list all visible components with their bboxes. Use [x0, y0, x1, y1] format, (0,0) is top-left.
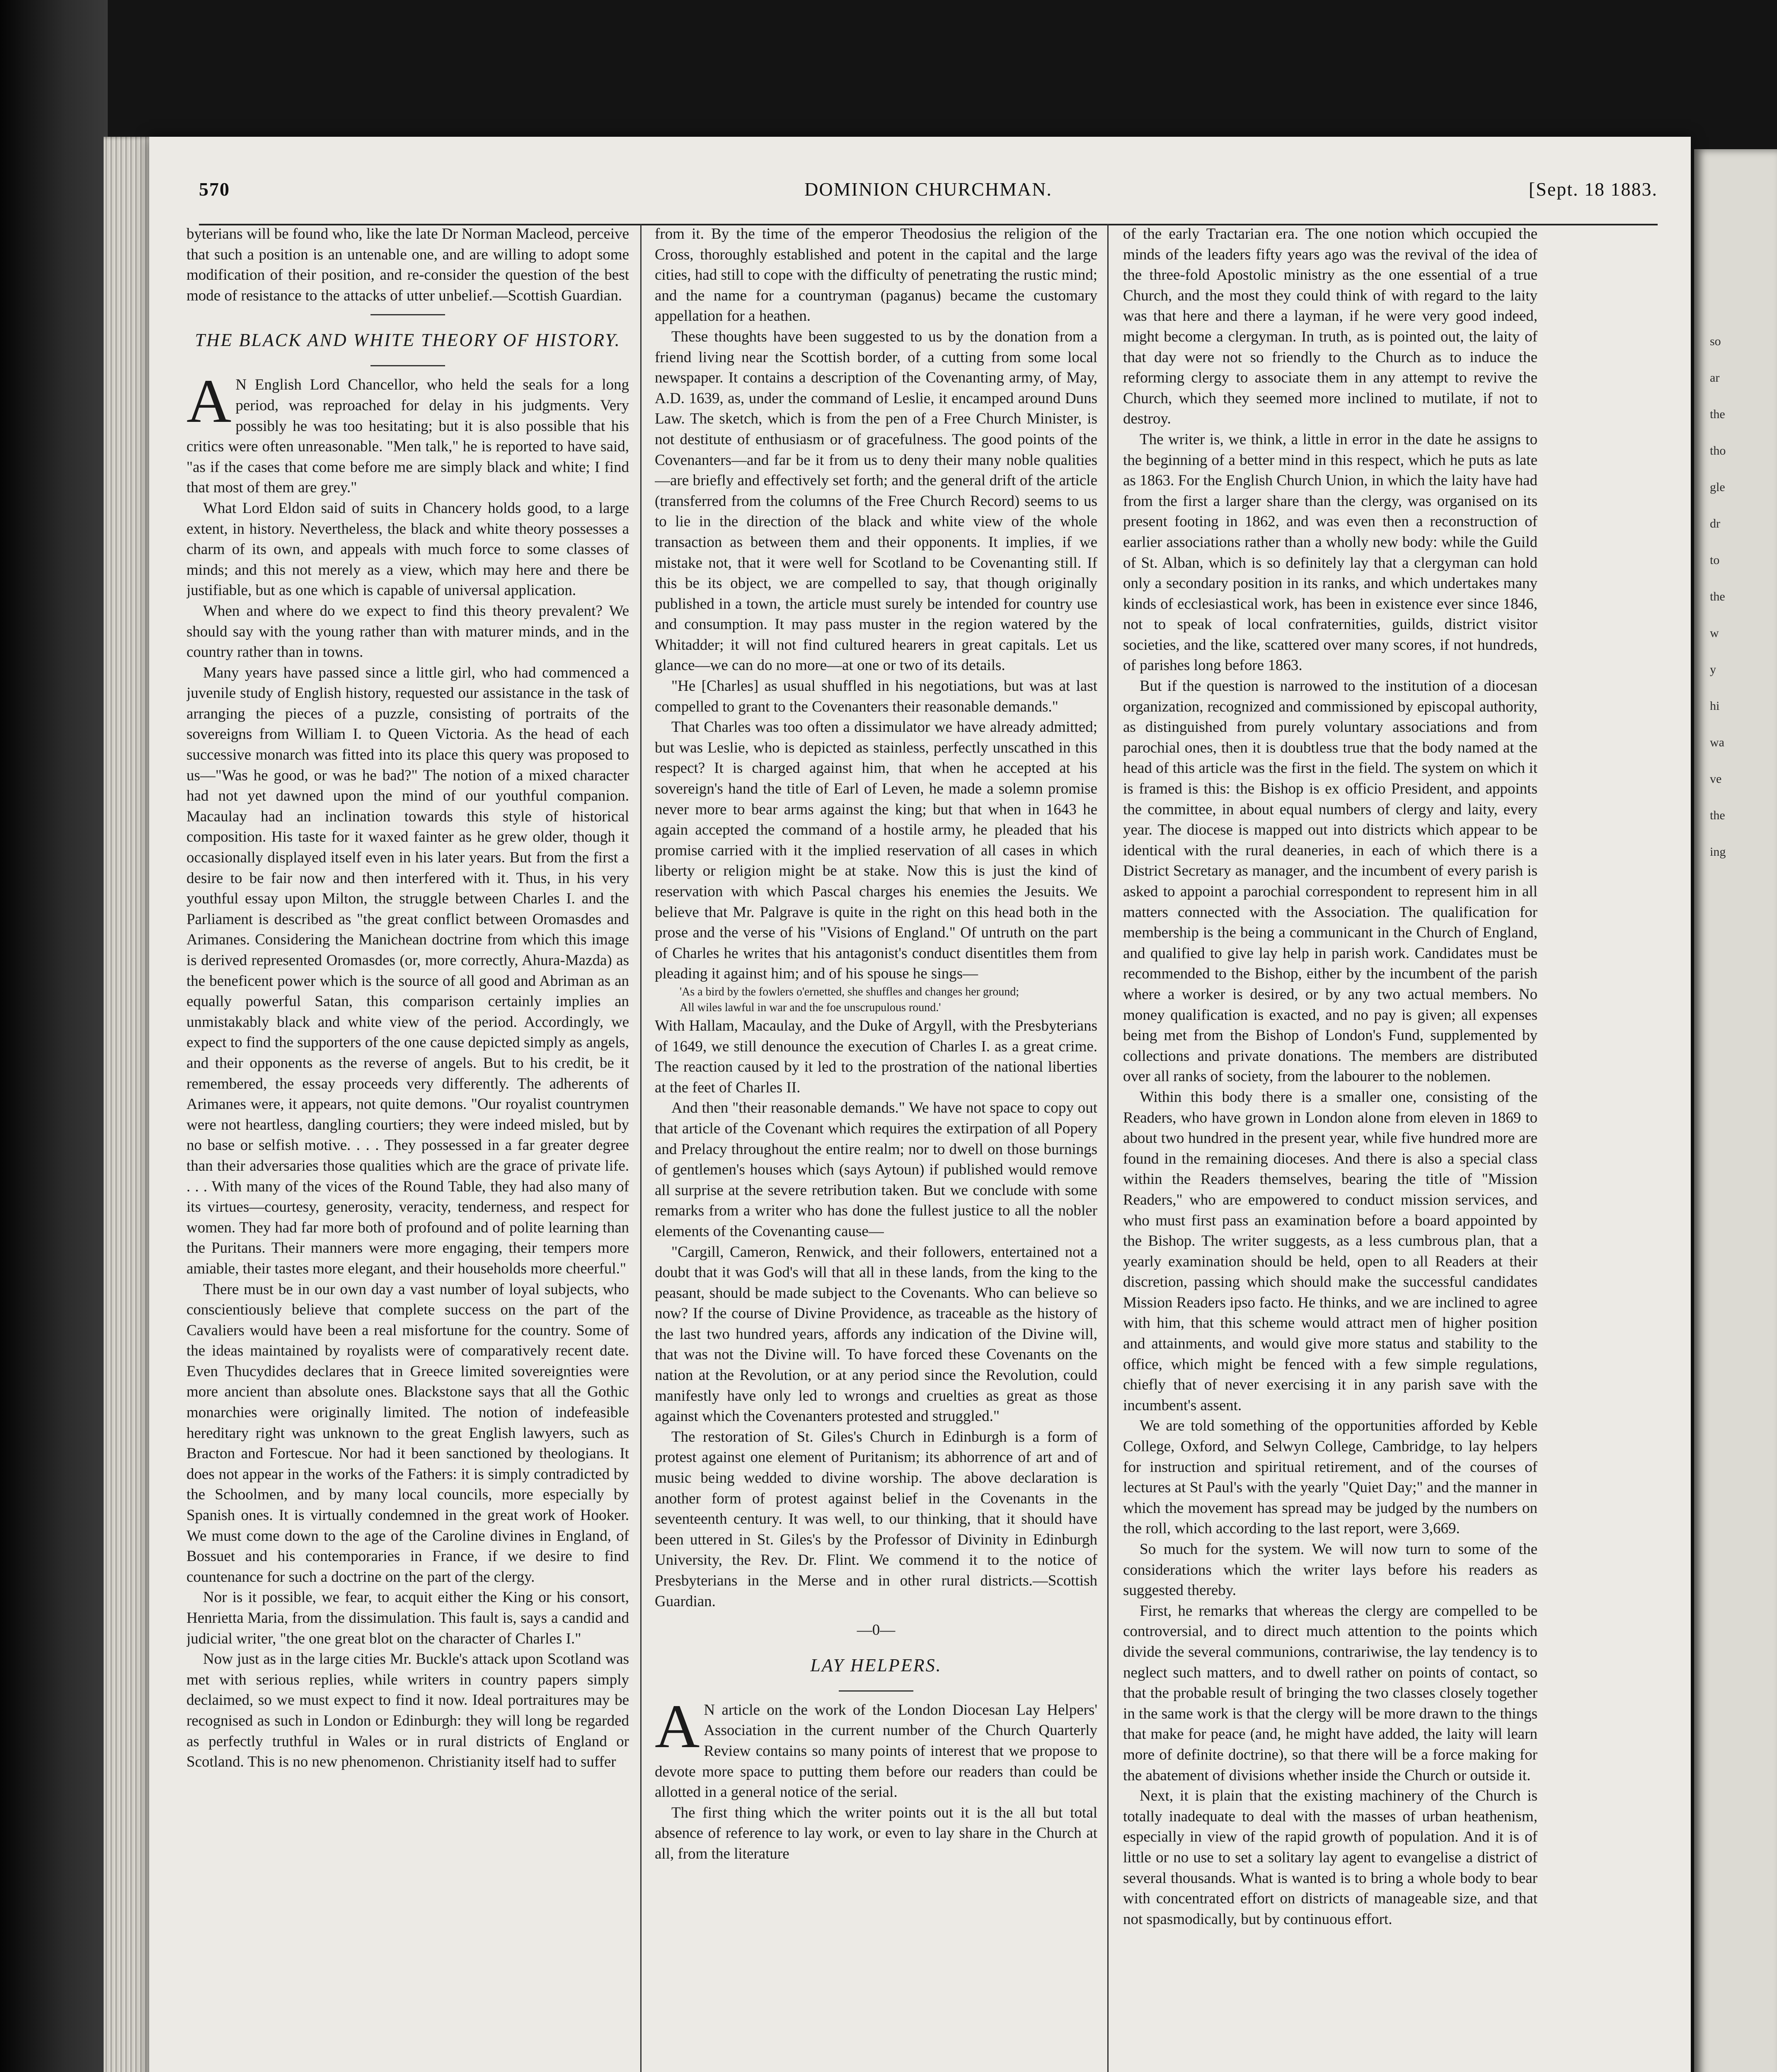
section-separator: —0—: [857, 1622, 896, 1639]
paragraph: With Hallam, Macaulay, and the Duke of Argyll, with the Presbyterians of 1649, we still denounce the execution of Charles I. as a great crime. The reaction caused by it led to the prostration of the national liberties at the feet of Charles II.: [655, 1017, 1097, 1096]
quotation: "He [Charles] as usual shuffled in his negotiations, but was at last compelled to grant to the Covenanters their reasonable demands.": [655, 678, 1097, 715]
column-1: [186, 224, 629, 2072]
running-head: [199, 178, 1658, 211]
quotation: "Cargill, Cameron, Renwick, and their followers, entertained not a doubt that it was God's will that all in these lands, from the king to the peasant, should be made subject to the Covenants. Who can believe so now? If the course of Divine Providence, as traceable as the history of the last two hundred years, affords any indication of the Divine will, that was not the Divine will. To have forced these Covenants on the nation at the Revolution, or at any period since the Revolution, could manifestly have only led to wrongs and cruelties as great as those against which the Covenanters protested and struggled.": [655, 1243, 1097, 1425]
paragraph: Nor is it possible, we fear, to acquit either the King or his consort, Henrietta Maria, from the dissimulation. This fault is, says a candid and judicial writer, "the one great blot on the character of Charles I.": [186, 1589, 629, 1647]
paragraph: The restoration of St. Giles's Church in Edinburgh is a form of protest against one element of Puritanism; its abhorrence of art and of music being wedded to divine worship. The above declaration is another form of protest against belief in the Covenants in the seventeenth century. It was well, to our thinking, that it should have been uttered in St. Giles's by the Professor of Divinity in Edinburgh University, the Rev. Dr. Flint. We commend it to the notice of Presbyterians in the Merse and in other rural districts.—Scottish Guardian.: [655, 1428, 1097, 1610]
edge-fragment: ing: [1710, 845, 1726, 859]
page-stack-edge: [104, 137, 153, 2072]
edge-fragment: the: [1710, 590, 1725, 603]
edge-fragment: hi: [1710, 699, 1720, 713]
edge-fragment: so: [1710, 334, 1721, 348]
issue-date: [Sept. 18 1883.: [1528, 179, 1658, 200]
paragraph: What Lord Eldon said of suits in Chancery holds good, to a large extent, in history. Nevertheless, the black and white theory possesses a charm of its own, and appeals with much force to some classes of minds; and this not merely as a view, which may here and there be justifiable, but as one which is capable of universal application.: [186, 499, 629, 599]
paragraph: A N English Lord Chancellor, who held the seals for a long period, was reproached for delay in his judgments. Very possibly he was too hesitating; but it is also possible that his critics were often unreasonable. "Men talk," he is reported to have said, "as if the cases that come before me are simply black and white; I find that most of them are grey.": [186, 367, 629, 496]
edge-fragment: to: [1710, 553, 1720, 567]
paragraph: When and where do we expect to find this theory prevalent? We should say with the young rather than with maturer minds, and in the country rather than in towns.: [186, 602, 629, 661]
edge-fragment: wa: [1710, 736, 1724, 749]
paragraph: That Charles was too often a dissimulator we have already admitted; but was Leslie, who is depicted as stainless, perfectly unscathed in this respect? It is charged against him, that when he accepted at his sovereign's hand the title of Earl of Leven, he made a solemn promise never more to bear arms against the king; but that when in 1643 he again accepted the command of a hostile army, he pleaded that his promise carried with it the implied reservation of all cases in which liberty or religion might be at stake. Now this is just the kind of reservation with which Pascal charges his enemies the Jesuits. We believe that Mr. Palgrave is quite in the right on this head both in the prose and the verse of his "Visions of England." Of untruth on the part of Charles he writes that his antagonist's conduct disentitles them from pleading it against him; and of his spouse he sings—: [655, 719, 1097, 983]
edge-fragment: dr: [1710, 517, 1720, 530]
paragraph: So much for the system. We will now turn to some of the considerations which the writer lays before his readers as suggested thereby.: [1123, 1541, 1537, 1599]
edge-fragment: the: [1710, 808, 1725, 822]
column-3: [1123, 224, 1537, 2072]
column-2: [655, 224, 1097, 2072]
article-title-lay-helpers: LAY HELPERS.: [810, 1655, 942, 1675]
verse-line: All wiles lawful in war and the foe unscrupulous round.': [680, 1001, 941, 1014]
edge-fragment: w: [1710, 626, 1719, 640]
article-title-black-white: THE BLACK AND WHITE THEORY OF HISTORY.: [195, 330, 621, 351]
article-continuation: byterians will be found who, like the late Dr Norman Macleod, perceive that such a position is an untenable one, and are willing to adopt some modification of their position, and re-consider the question of the best mode of resistance to the attacks of utter unbelief.—Scottish Guardian.: [186, 225, 629, 304]
page-number: 570: [199, 179, 230, 200]
publication-title: DOMINION CHURCHMAN.: [804, 179, 1052, 200]
paragraph: Many years have passed since a little girl, who had commenced a juvenile study of English history, requested our assistance in the task of arranging the pieces of a puzzle, consisting of portraits of the sovereigns from William I. to Queen Victoria. As the head of each successive monarch was fitted into its place this query was proposed to us—"Was he good, or was he bad?" The notion of a mixed character had not yet dawned upon the mind of our youthful companion. Macaulay had an inclination towards this style of historical composition. His taste for it waxed fainter as he grew older, though it occasionally displayed itself even in his later years. But from the first a desire to be fair now and then interfered with it. Thus, in his very youthful essay upon Milton, the struggle between Charles I. and the Parliament is described as "the great conflict between Oromasdes and Arimanes. Considering the Manichean doctrine from which this image is derived represented Oromasdes (or, more correctly, Ahura-Mazda) as the beneficent power which is the source of all good and Abriman as an equally powerful Satan, this comparison certainly implies an unmistakably black and white view of the period. Accordingly, we expect to find the supporters of the one cause depicted simply as angels, and their opponents as the reverse of angels. But to his credit, be it remembered, the essay proceeds very differently. The adherents of Arimanes were, it appears, not quite demons. "Our royalist countrymen were not heartless, dangling courtiers; they were indeed misled, but by no base or selfish motive. . . . They possessed in a far greater degree than their adversaries those qualities which are the grace of private life. . . . With many of the vices of the Round Table, they had also many of its virtues—courtesy, generosity, veracity, tenderness, and respect for women. They had far more both of profound and of polite learning than the Puritans. Their manners were more engaging, their tempers more amiable, their tastes more elegant, and their households more cheerful.": [186, 664, 629, 1277]
paragraph: Next, it is plain that the existing machinery of the Church is totally inadequate to deal with the masses of urban heathenism, especially in view of the rapid growth of population. And it is of little or no use to set a solitary lay agent to evangelise a district of several thousands. What is wanted is to bring a whole body to bear with concentrated effort on districts of manageable size, and that not spasmodically, but by continuous effort.: [1123, 1787, 1537, 1928]
article-columns: [186, 224, 1687, 2072]
section-rule: [370, 365, 445, 366]
edge-fragment: the: [1710, 407, 1725, 421]
edge-fragment: ar: [1710, 371, 1720, 385]
paragraph: The writer is, we think, a little in error in the date he assigns to the beginning of a better mind in this respect, which he puts as late as 1863. For the English Church Union, in which the laity have had from the first a larger share than the clergy, was organised on its present footing in 1862, and was even then a reconstruction of earlier associations rather than a wholly new body: while the Guild of St. Alban, which is so definitely lay that a clergyman can hold only a secondary position in its ranks, and which undertakes many kinds of ecclesiastical work, has been in existence ever since 1846, not to speak of local confraternities, guilds, district visitor societies, and the like, scattered over many scores, if not hundreds, of parishes long before 1863.: [1123, 431, 1537, 674]
paragraph: A N article on the work of the London Diocesan Lay Helpers' Association in the current number of the Church Quarterly Review contains so many points of interest that we propose to devote more space to putting them before our readers than could be allotted in a general notice of the serial.: [655, 1692, 1097, 1801]
edge-fragment: tho: [1710, 444, 1726, 457]
edge-fragment: gle: [1710, 480, 1725, 494]
paragraph: We are told something of the opportunities afforded by Keble College, Oxford, and Selwyn College, Cambridge, to lay helpers for instruction and spiritual retirement, and of the courses of lectures at St Paul's with the yearly "Quiet Day;" and the manner in which the movement has spread may be judged by the numbers on the roll, which according to the last report, were 3,669.: [1123, 1417, 1537, 1537]
facing-page-fragments: [1710, 323, 1772, 870]
section-rule: [839, 1690, 913, 1692]
verse-line: 'As a bird by the fowlers o'ernetted, she shuffles and changes her ground;: [680, 985, 1019, 998]
paragraph: But if the question is narrowed to the institution of a diocesan organization, recognized and commissioned by episcopal authority, as distinguished from purely voluntary associations and from parochial ones, then it is doubtless true that the body named at the head of this article was the first in the field. The system on which it is framed is this: the Bishop is ex officio President, and appoints the committee, in about equal numbers of clergy and laity, every year. The diocese is mapped out into districts which appear to be identical with the rural deaneries, in each of which there is a District Secretary as manager, and the incumbent of every parish is asked to appoint a parochial correspondent to represent him in all matters connected with the Association. The qualification for membership is the being a communicant in the Church of England, and qualified to give lay help in parish work. Candidates must be recommended to the Bishop, either by the incumbent of the parish where a worker is desired, or by any two actual members. No money qualification is exacted, and no pay is given; all expenses being met from the Bishop of London's Fund, supplemented by collections and private donations. The members are distributed over all ranks of society, from the labourer to the noblemen.: [1123, 678, 1537, 1085]
paragraph: First, he remarks that whereas the clergy are compelled to be controversial, and to direct much attention to the points which divide the several communions, contrariwise, the lay tendency is to neglect such matters, and to dwell rather on points of contact, so that the probable result of bringing the two classes closely together in the same work is that the clergy will be more drawn to the things that make for peace (and, he might have added, the laity will learn more of definite doctrine), so that there will be a force making for the abatement of divisions whether inside the Church or outside it.: [1123, 1602, 1537, 1784]
paragraph: from it. By the time of the emperor Theodosius the religion of the Cross, thoroughly established and potent in the capital and the large cities, had still to cope with the difficulty of penetrating the rustic mind; and the name for a countryman (paganus) became the customary appellation for a heathen.: [655, 225, 1097, 325]
paragraph: of the early Tractarian era. The one notion which occupied the minds of the leaders fifty years ago was the revival of the idea of the three-fold Apostolic ministry as the one essential of a true Church, and the most they could think of with regard to the laity was that here and there a layman, if he were very good indeed, might become a clergyman. In truth, as is pointed out, the laity of that day were not so friendly to the Church as to induce the reforming clergy to associate them in any attempt to revive the Church, which they seemed more inclined to mutilate, if not to destroy.: [1123, 225, 1537, 428]
edge-fragment: ve: [1710, 772, 1722, 786]
edge-fragment: y: [1710, 663, 1716, 676]
paragraph: Within this body there is a smaller one, consisting of the Readers, who have grown in London alone from eleven in 1869 to about two hundred in the present year, while five hundred more are found in the remaining dioceses. And there is also a special class within the Readers themselves, bearing the title of "Mission Readers," who are empowered to conduct mission services, and who must first pass an examination before a board appointed by the Bishop. The writer suggests, as a less cumbrous plan, that a yearly examination should be held, open to all Readers at their discretion, passing which should make the successful candidates Mission Readers ipso facto. He thinks, and we are inclined to agree with him, that this scheme would attract men of higher position and attainments, and would give more status and stability to the office, which might be fenced with a few simple regulations, chiefly that of never exercising it in any parish save with the incumbent's assent.: [1123, 1088, 1537, 1414]
paragraph: And then "their reasonable demands." We have not space to copy out that article of the Covenant which requires the extirpation of all Popery and Prelacy throughout the entire realm; nor to dwell on those burnings of gentlemen's houses which (says Aytoun) if published would remove all surprise at the severe retribution taken. But we conclude with some remarks from a writer who has done the fullest justice to all the nobler elements of the Covenanting cause—: [655, 1099, 1097, 1240]
section-rule: [370, 314, 445, 315]
paragraph: These thoughts have been suggested to us by the donation from a friend living near the Scottish border, of a cutting from some local newspaper. It contains a description of the Covenanting army, of May, A.D. 1639, as, under the command of Leslie, it encamped around Duns Law. The sketch, which is from the pen of a Free Church Minister, is not destitute of enthusiasm or of gracefulness. The good points of the Covenanters—and far be it from us to deny their many noble qualities—are briefly and effectively set forth; and the general drift of the article (transferred from the columns of the Free Church Record) seems to us to lie in the direction of the black and white view of the whole transaction as between them and their opponents. It implies, if we mistake not, that it were well for Scotland to be Covenanting still. If this be its object, we are compelled to say, that though originally published in a town, the article must surely be intended for country use and consumption. It may pass muster in the region watered by the Whitadder; it will not find cultured hearers in great capitals. Let us glance—we can do no more—at one or two of its details.: [655, 328, 1097, 674]
drop-cap: A: [186, 367, 232, 436]
scanner-background: [0, 0, 108, 2072]
facing-page-edge: [1694, 149, 1777, 2072]
paragraph: The first thing which the writer points out it is the all but total absence of reference to lay work, or even to lay share in the Church at all, from the literature: [655, 1804, 1097, 1862]
paragraph: Now just as in the large cities Mr. Buckle's attack upon Scotland was met with serious replies, while writers in country papers simply declaimed, so we must expect to find it now. Ideal portraitures may be recognised as such in London or Edinburgh: they will long be regarded as perfectly truthful in Wales or in rural districts of England or Scotland. This is no new phenomenon. Christianity itself had to suffer: [186, 1651, 629, 1771]
drop-cap: A: [655, 1692, 700, 1761]
paragraph: There must be in our own day a vast number of loyal subjects, who conscientiously believe that complete success on the part of the Cavaliers would have been a real misfortune for the country. Some of the ideas maintained by royalists were of comparatively recent date. Even Thucydides declares that in Greece limited sovereignties were more ancient than absolute ones. Blackstone says that all the Gothic monarchies were originally limited. The notion of indefeasible hereditary right was unknown to the great English lawyers, such as Bracton and Fortescue. Nor had it been sanctioned by theologians. It does not appear in the works of the Fathers: it is simply contradicted by the Schoolmen, and by many local councils, more especially by Spanish ones. It is virtually condemned in the great work of Hooker. We must come down to the age of the Caroline divines in England, of Bossuet and his contemporaries in France, if we desire to find countenance for such a doctrine on the part of the clergy.: [186, 1280, 629, 1585]
